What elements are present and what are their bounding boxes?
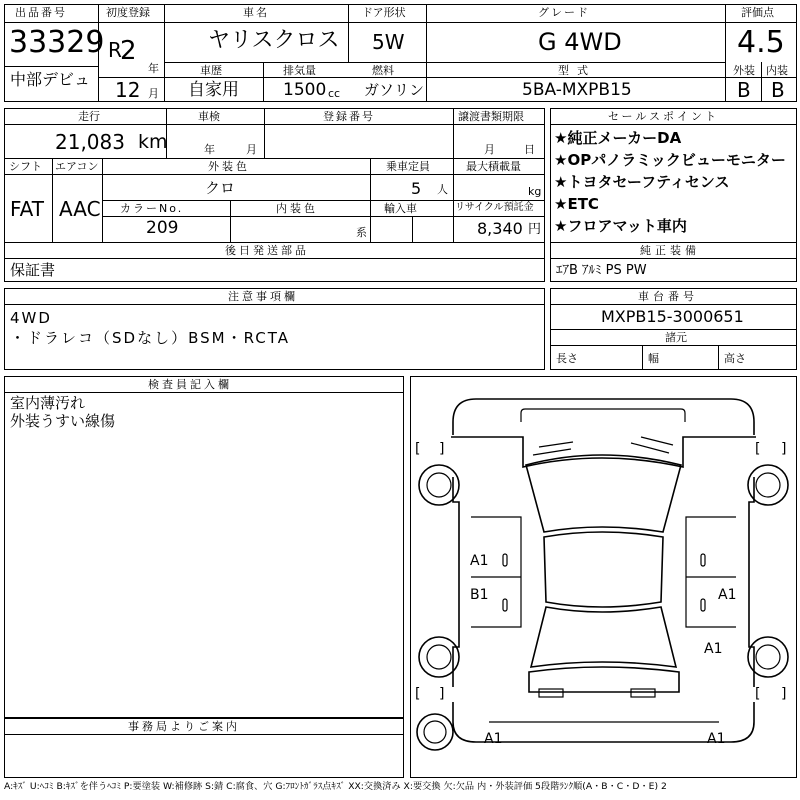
lot-label: 出品番号 xyxy=(15,6,67,19)
damage-mark: A1 xyxy=(707,731,726,747)
bracket-left: [ xyxy=(415,686,421,702)
damage-mark: A1 xyxy=(484,731,503,747)
bracket-right: ] xyxy=(439,441,445,457)
bracket-right: ] xyxy=(439,686,445,702)
int-grade: B xyxy=(771,78,785,102)
length-label: 長さ xyxy=(556,352,578,365)
color-no: 209 xyxy=(146,218,179,238)
equipment-label: 純正装備 xyxy=(640,244,700,257)
sales-point-item: ★フロアマット車内 xyxy=(554,217,687,235)
fuel: ガソリン xyxy=(364,81,425,99)
deadline-day-unit: 日 xyxy=(524,143,535,156)
notes-label: 注意事項欄 xyxy=(228,290,298,303)
color-no-label: カラーNo. xyxy=(120,202,184,215)
notes-line: ・ドラレコ（SDなし）BSM・RCTA xyxy=(10,329,290,347)
venue-label: 中部デビュ xyxy=(10,70,91,89)
notes-line: 4WD xyxy=(10,309,52,327)
inspection-label: 車検 xyxy=(198,110,220,123)
recycle-unit: 円 xyxy=(528,222,542,237)
inspector-line: 外装うすい線傷 xyxy=(10,412,116,430)
ac-label: エアコン xyxy=(55,160,99,173)
model-label: 型式 xyxy=(558,64,596,77)
grade-label: グレード xyxy=(538,6,590,19)
legend: A:ｷｽﾞ U:ﾍｺﾐ B:ｷｽﾞを伴うﾍｺﾐ P:要塗装 W:補修跡 S:錆 C:腐食、穴 G:ﾌﾛﾝﾄｶﾞﾗｽ点ｷｽﾞ XX:交換済み X:要交換 欠:欠品 内・外装評価 5段階ﾗﾝｸ順(A・B・C・D・E) 2 xyxy=(4,781,667,792)
damage-mark: A1 xyxy=(470,553,489,569)
capacity: 5 xyxy=(411,179,422,198)
damage-mark: A1 xyxy=(718,587,737,603)
deadline-label: 譲渡書類期限 xyxy=(458,110,524,123)
displacement: 1500 xyxy=(283,80,327,100)
displacement-unit: cc xyxy=(328,87,341,100)
sales-points-label: セールスポイント xyxy=(608,110,720,123)
bracket-right: ] xyxy=(781,441,787,457)
era: R xyxy=(108,38,122,62)
insp-month-unit: 月 xyxy=(246,143,257,156)
ext-grade: B xyxy=(737,78,751,102)
reg-year: 2 xyxy=(120,36,137,66)
dims-label: 諸元 xyxy=(665,331,687,344)
month-unit: 月 xyxy=(148,87,159,100)
lot-number: 33329 xyxy=(9,25,105,60)
mileage-label: 走行 xyxy=(78,110,100,123)
load-label: 最大積載量 xyxy=(466,160,521,173)
inspector-line: 室内薄汚れ xyxy=(10,394,86,412)
mileage: 21,083 xyxy=(55,130,125,154)
ext-grade-label: 外装 xyxy=(733,64,755,77)
shift-label: シフト xyxy=(9,160,42,173)
int-color-unit: 系 xyxy=(356,226,367,239)
int-color-label: 内装色 xyxy=(276,202,318,215)
sales-point-item: ★OPパノラミックビューモニター xyxy=(554,151,786,169)
after-parts: 保証書 xyxy=(10,261,56,279)
damage-diagram xyxy=(410,376,797,778)
score-label: 評価点 xyxy=(741,6,774,19)
office-label: 事務局よりご案内 xyxy=(128,720,240,733)
inspector-label: 検査員記入欄 xyxy=(148,378,232,391)
width-label: 幅 xyxy=(648,352,659,365)
damage-mark: A1 xyxy=(704,641,723,657)
bracket-left: [ xyxy=(755,441,761,457)
car-name: ヤリスクロス xyxy=(208,28,340,53)
ext-color: クロ xyxy=(205,179,236,197)
ac-value: AAC xyxy=(59,197,101,221)
bracket-left: [ xyxy=(755,686,761,702)
damage-mark: B1 xyxy=(470,587,489,603)
int-grade-label: 内装 xyxy=(766,64,788,77)
door-type: 5W xyxy=(372,30,405,54)
sales-point-item: ★トヨタセーフティセンス xyxy=(554,173,730,191)
chassis-label: 車台番号 xyxy=(638,290,698,303)
bracket-left: [ xyxy=(415,441,421,457)
sales-point-item: ★純正メーカーDA xyxy=(554,129,682,147)
chassis-number: MXPB15-3000651 xyxy=(601,307,744,326)
ext-color-label: 外装色 xyxy=(208,160,250,173)
recycle-fee: 8,340 xyxy=(477,219,523,238)
mileage-unit: km xyxy=(138,131,168,153)
insp-year-unit: 年 xyxy=(204,143,215,156)
history: 自家用 xyxy=(188,80,239,100)
reg-no-label: 登録番号 xyxy=(323,110,375,123)
capacity-unit: 人 xyxy=(437,183,448,196)
load-unit: kg xyxy=(528,185,542,198)
car-outline xyxy=(411,377,796,777)
sales-point-item: ★ETC xyxy=(554,195,599,213)
after-parts-label: 後日発送部品 xyxy=(225,244,309,257)
capacity-label: 乗車定員 xyxy=(386,160,430,173)
first-reg-label: 初度登録 xyxy=(106,6,150,19)
reg-month: 12 xyxy=(115,78,141,102)
grade: G 4WD xyxy=(538,28,622,56)
fuel-label: 燃料 xyxy=(372,64,394,77)
car-name-label: 車名 xyxy=(243,6,269,19)
displacement-label: 排気量 xyxy=(283,64,316,77)
shift-value: FAT xyxy=(10,197,45,221)
model-code: 5BA-MXPB15 xyxy=(522,80,632,100)
year-unit: 年 xyxy=(148,62,159,75)
height-label: 高さ xyxy=(724,352,746,365)
score: 4.5 xyxy=(737,25,785,60)
equipment-value: ｴｱB ｱﾙﾐ PS PW xyxy=(556,263,647,278)
history-label: 車歴 xyxy=(200,64,222,77)
import-label: 輸入車 xyxy=(384,202,417,215)
bracket-right: ] xyxy=(781,686,787,702)
deadline-month-unit: 月 xyxy=(484,143,495,156)
recycle-label: リサイクル預託金 xyxy=(455,202,534,213)
door-label: ドア形状 xyxy=(362,6,406,19)
